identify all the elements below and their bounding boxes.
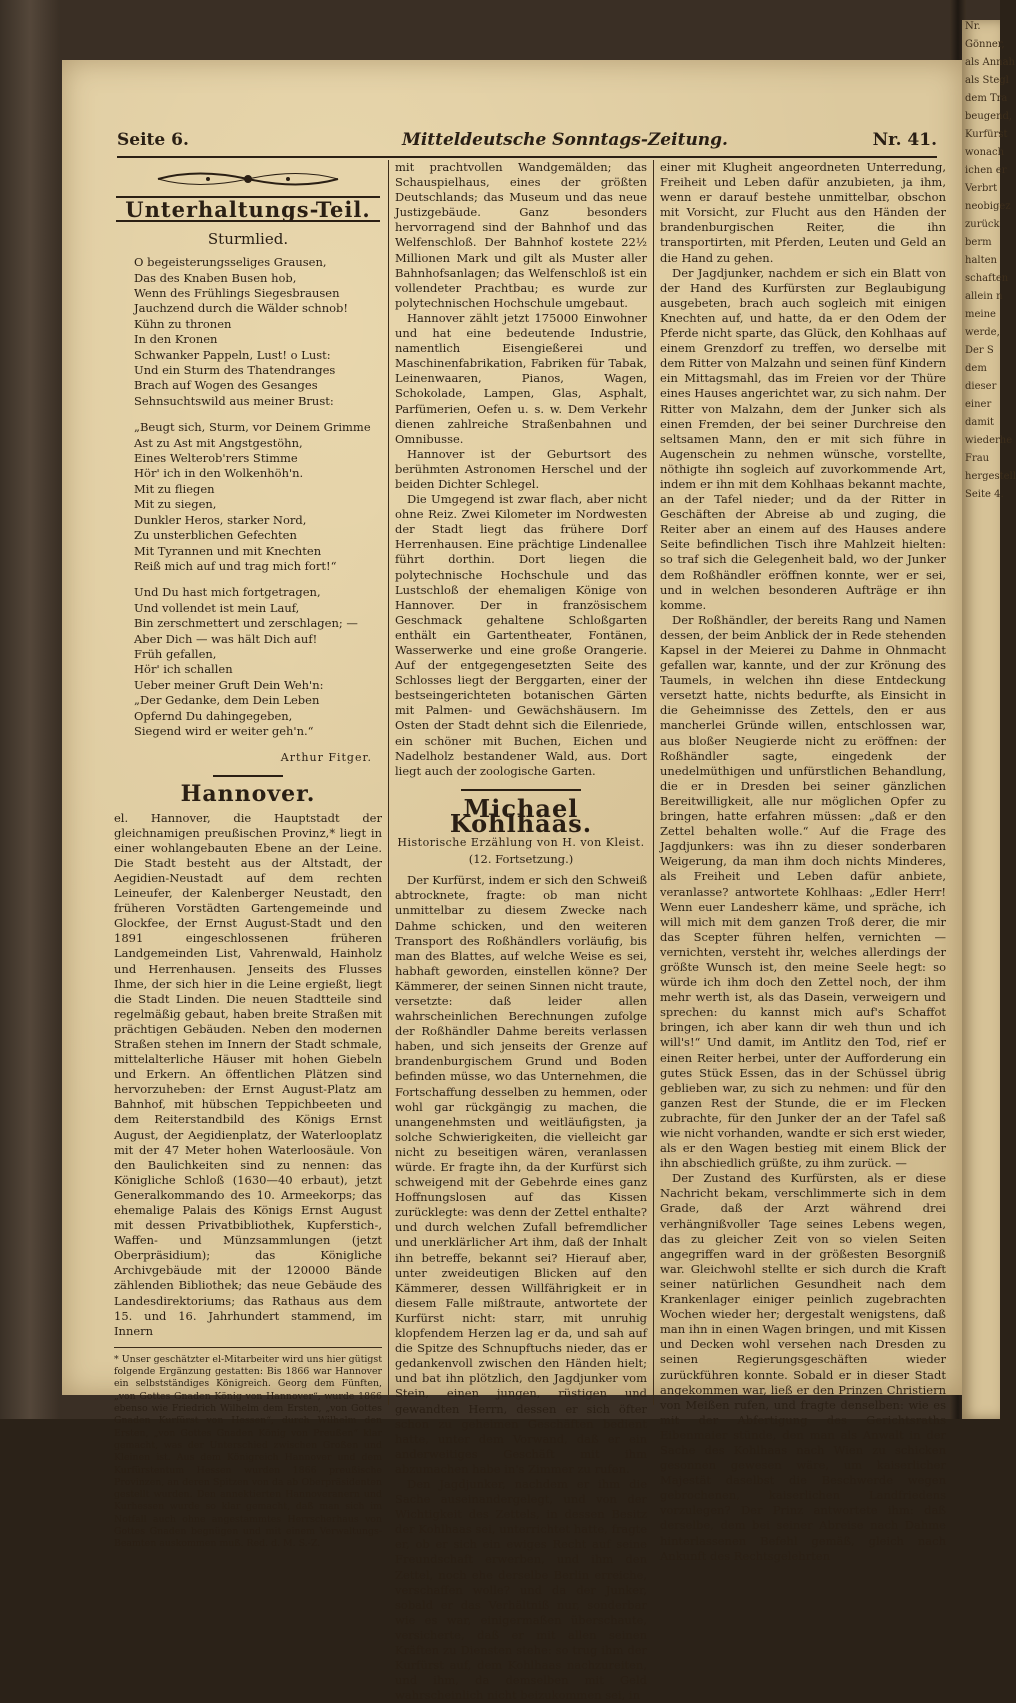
poem-line: Und vollendet ist mein Lauf, [134,600,300,615]
paragraph: mit prachtvollen Wandgemälden; das Schauspielhaus, eines der größten Deutschlands; das Museum und das neue Justizgebäude. Ganz besonders hervorragend sind der Bahnhof und das Welfenschloß. Der Bahnhof kostete 22½ Millionen Mark und gilt als Muster aller Bahnhofsanlagen; das Welfenschloß ist ein vollendeter Prachtbau; es wurde zur polytechnischen Hochschule umgebaut. [395,160,647,310]
paragraph: Die Umgegend ist zwar flach, aber nicht ohne Reiz. Zwei Kilometer im Nordwesten der Stadt liegt das frühere Dorf Herrenhausen. Eine prächtige Lindenallee führt dorthin. Dort liegen die polytechnische Hochschule und das Lustschloß der ehemaligen Könige von Hannover. Der in französischem Geschmack gehaltene Schloßgarten enthält ein Gartentheater, Fontänen, Wasserwerke und eine große Orangerie. Auf der entgegengesetzten Seite des Schlosses liegt der Berggarten, einer der bestseingerichteten botanischen Gärten mit Palmen- und Gewächshäusern. Im Osten der Stadt dehnt sich die Eilenriede, ein schöner mit Buchen, Eichen und Nadelholz bestandener Wald, aus. Dort liegt auch der zoologische Garten. [395,492,647,778]
poem-line: Hör' ich in den Wolkenhöh'n. [134,466,304,481]
paragraph: Der Zustand des Kurfürsten, als er diese Nachricht bekam, verschlimmerte sich in dem Grade, daß der Arzt während drei verhängnißvoller Tage seines Lebens wegen, das zu gleicher Zeit von so vielen Seiten angegriffen ward in der größesten Besorgniß war. Gleichwohl stellte er sich durch die Kraft seiner natürlichen Gesundheit nach dem Krankenlager einiger peinlich zugebrachten Wochen wieder her; dergestalt wenigstens, daß man ihn in einen Wagen bringen, und mit Kissen und Decken wohl versehen nach Dresden zu seinen Regierungsgeschäften wieder zurückführen konnte. Sobald er in dieser Stadt angekommen war, ließ er den Prinzen Christiern von Meißen rufen, und fragte denselben: wie es mit der Abfertigung des Gerichtsraths Eibenmaier stünde, den man als Anwalt in der Sache des Kohlhaas nach Wien zu schicken gesonnen gewesen wäre, um kaiserlicher Majestät daselbst die Beschwerde wegen gebrochenen, kaiserlichen Landfriedens vorzulegen? Der Prinz antwortete ihm: daß derselbe, dem bei seiner Abreise nach Dahme hinterlassenen Befehl gemäß, gleich nach Ankunft des Rechtsgelehrten [660,1171,946,1563]
adjacent-page-fragment: halten [965,255,997,266]
article-paragraph: el. Hannover, die Hauptstadt der gleichnamigen preußischen Provinz,* liegt in einer wohlangebauten Ebene an der Leine. Die Stadt besteht aus der Altstadt, der Aegidien-Neustadt auf dem rechten Leineufer, der Kalenberger Neustadt, den früheren Vorstädten Gartengemeinde und Glockfee, der Ernst August-Stadt und den 1891 eingeschlossenen früheren Landgemeinden List, Vahrenwald, Hainholz und Herrenhausen. Jenseits des Flusses Ihme, der sich hier in die Leine ergießt, liegt die Stadt Linden. Die neuen Stadtteile sind regelmäßig gebaut, haben breite Straßen mit prächtigen Gebäuden. Neben den modernen Straßen stehen im Innern der Stadt schmale, mittelalterliche Häuser mit hohen Giebeln und Erkern. An öffentlichen Plätzen sind hervorzuheben: der Ernst August-Platz am Bahnhof, mit hübschen Teppichbeeten und dem Reiterstandbild des Königs Ernst August, der Aegidienplatz, der Waterlooplatz mit der 47 Meter hohen Waterloosäule. Von den Baulichkeiten sind zu nennen: das Königliche Schloß (1630—40 erbaut), jetzt Generalkommando des 10. Armeekorps; das ehemalige Palais des Königs Ernst August mit dessen Privatbibliothek, Kupferstich-, Waffen- und Münzsammlungen (jetzt Oberpräsidium); das Königliche Archivgebäude mit der 120000 Bände zählenden Bibliothek; das neue Gebäude des Landesdirektoriums; das Rathaus aus dem 15. und 16. Jahrhundert stammend, im Innern [114,810,382,1338]
poem-author: Arthur Fitger. [280,751,372,765]
article-title: Hannover. [180,781,316,808]
adjacent-page-fragment: dieser [965,381,997,392]
adjacent-page-fragment: Gönner, [965,39,1005,50]
poem-line: Früh gefallen, [134,646,217,661]
poem-line: Sehnsuchtswild aus meiner Brust: [134,393,334,408]
poem-line: In den Kronen [134,332,218,347]
story-title: Michael Kohlhaas. [449,793,593,838]
adjacent-page-fragment: Nr. [965,21,981,32]
adjacent-page-fragment: ichen er [965,165,1007,176]
footnote: * Unser geschätzter el-Mitarbeiter wird uns hier gütigst folgende Ergänzung gestatten: Bis 1866 war Hannover ein selbstständiges Königreich. Georg dem Fünften, „von Gottes Gnaden König von Hannover“, wurde 1866 ebenso wie Friedrich Wilhelm dem Ersten, „von Gottes Gnaden Kurfürst von Hessen“, durch Wilhelm den Ersten, „von Gottes Gnaden König von Preußen“ klar gemacht, was der Unterschied zwischen Großen und Kleinen ist. Aus dem Königreich Hannover und dem Kurfürstentum Hessen wurden 1866 preußische Provinzen, an deren Spitzen von da ab Oberpräsidenten gestellt wurden. Den annektierten Hannoveranern und Kurhessen wurde so klar gemacht, daß man sich im Notfall auch ohne angestammtes Herrscherhaus von Gottes Gnaden begnügen und mit einem Verwaltungs-Beamten auskommen muß. Red. d. M. S.-Z. [114,1347,382,1551]
adjacent-page-fragment: hergestell [965,471,1016,482]
paragraph: Der Jagdjunker, nachdem er sich ein Blatt von der Hand des Kurfürsten zur Beglaubigung ausgebeten, brach auch sogleich mit einigen Knechten auf, und hatte, da er den Odem der Pferde nicht sparte, das Glück, den Kohlhaas auf einem Grenzdorf zu treffen, wo derselbe mit dem Ritter von Malzahn und seinen fünf Kindern ein Mittagsmahl, das im Freien vor der Thüre eines Hauses angerichtet war, zu sich nahm. Der Ritter von Malzahn, dem der Junker sich als einen Fremden, der bei seiner Durchreise den seltsamen Mann, den er mit sich führe in Augenschein zu nehmen wünsche, vorstellte, nöthigte ihn sogleich auf zuvorkommende Art, indem er ihn mit dem Kohlhaas bekannt machte, an der Tafel nieder; und da der Ritter in Geschäften der Abreise ab und zuging, die Reiter aber an einem auf des Hauses andere Seite befindlichen Tisch ihre Mahlzeit hielten: so traf sich die Gelegenheit bald, wo der Junker dem Roßhändler eröffnen konnte, wer er sei, und in welchen besonderen Aufträge er ihn komme. [660,265,946,612]
poem-line: Zu unsterblichen Gefechten [134,528,297,543]
poem-stanza [134,585,382,739]
paragraph: einer mit Klugheit angeordneten Unterredung, Freiheit und Leben dafür anzubieten, ja ihm, wenn er darauf bestehe unmittelbar, obschon mit Vorsicht, zur Flucht aus den Händen der brandenburgischen Reiter, die ihn transportirten, mit Pferden, Leuten und Geld an die Hand zu gehen. [660,160,946,265]
story-subtitle: Historische Erzählung von H. von Kleist. [397,836,645,850]
column-3 [660,160,946,1564]
paragraph: Hannover ist der Geburtsort des berühmten Astronomen Herschel und der beiden Dichter Schlegel. [395,446,647,491]
ornament-divider-icon [148,168,348,190]
article-continuation [395,160,647,779]
paragraph: Den Jagdjunker, nachdem er ihm die Sache auseinandergelegt, und von der Wichtigkeit des Zettels, in dessen Besitz der Kohlhaas sei, unterrichtet hatte, fragte er, ob er sich ein ewiges Recht auf seine Freundschaft erwerben, und ihm den Zettel, noch ehe derselbe Berlin erreiche, verschaffen wolle? und da der Junker, sobald er das Verhältniß nur, sonderbar wie es war, einigermaßen überschaute, versicherte, daß er mit allen seinen Kräften zu Diensten stehe: so trug ihm der Kurfürst auf, dem Kohlhaas nachzureiten, und ihm, da demselben mit Geld wahrscheinlich nicht beizukommen sei, in [395,1476,647,1703]
poem-line: Opfernd Du dahingegeben, [134,708,293,723]
poem-line: Siegend wird er weiter geh'n.“ [134,723,314,738]
adjacent-page-fragment: Seite 4. [965,489,1004,500]
poem-line: Eines Welterob'rers Stimme [134,451,298,466]
section-title: Unterhaltungs-Teil. [116,196,380,222]
newspaper-page [62,60,962,1703]
page-number: Seite 6. [117,130,189,150]
story-text-continued [660,160,946,1564]
poem-line: Mit zu fliegen [134,481,215,496]
adjacent-page-edge [962,20,1016,1419]
poem-line: Reiß mich auf und trag mich fort!“ [134,558,337,573]
poem-line: Brach auf Wogen des Gesanges [134,378,318,393]
adjacent-page-fragment: Kurfürst [965,129,1008,140]
poem-line: Und ein Sturm des Thatendranges [134,363,336,378]
adjacent-page-fragment: zurück [965,219,1000,230]
poem-line: „Der Gedanke, dem Dein Leben [134,693,320,708]
column-rule-2 [653,160,654,1405]
poem-line: Jauchzend durch die Wälder schnob! [134,301,349,316]
adjacent-page-fragment: werde, [965,327,1000,338]
column-2 [395,160,647,1703]
poem-line: Wenn des Frühlings Siegesbrausen [134,286,340,300]
adjacent-page-fragment: einer [965,399,992,410]
poem-line: „Beugt sich, Sturm, vor Deinem Grimme [134,420,371,435]
poem-line: Aber Dich — was hält Dich auf! [134,631,318,646]
adjacent-page-fragment: als Annah [965,57,1015,68]
issue-number: Nr. 41. [872,130,937,150]
paragraph: Hannover zählt jetzt 175000 Einwohner und hat eine bedeutende Industrie, namentlich Eisengießerei und Maschinenfabrikation, Fabriken für Tabak, Leinenwaaren, Pianos, Wagen, Schokolade, Lampen, Glas, Asphalt, Parfümerien, Oefen u. s. w. Dem Verkehr dienen zahlreiche Straßenbahnen und Omnibusse. [395,310,647,446]
running-head [117,130,937,158]
divider [461,789,581,791]
adjacent-page-fragment: allein n [965,291,1003,302]
adjacent-page-fragment: Der S [965,345,994,356]
adjacent-page-fragment: berm [965,237,992,248]
story-text [395,873,647,1703]
adjacent-page-fragment: Frau [965,453,990,464]
adjacent-page-fragment: dem Tra [965,93,1008,104]
adjacent-page-fragment: wonach [965,147,1005,158]
column-1 [114,160,382,1551]
poem-title: Sturmlied. [207,230,289,249]
poem [134,255,382,739]
adjacent-page-fragment: neobigez [965,201,1011,212]
poem-line: Dunkler Heros, starker Nord, [134,512,307,527]
newspaper-title: Mitteldeutsche Sonntags-Zeitung. [402,130,728,150]
adjacent-page-fragment: als Stegl [965,75,1009,86]
paragraph: Der Kurfürst, indem er sich den Schweiß abtrocknete, fragte: ob man nicht unmittelbar zu diesem Zwecke nach Dahme schicken, und den weiteren Transport des Roßhändlers vorläufig, bis man des Blattes, auf welche Weise es sei, habhaft geworden, einstellen könne? Der Kämmerer, der seinen Sinnen nicht traute, versetzte: daß leider allen wahrscheinlichen Berechnungen zufolge der Roßhändler Dahme bereits verlassen haben, und sich jenseits der Grenze auf brandenburgischem Grund und Boden befinden müsse, wo das Unternehmen, die Fortschaffung desselben zu hemmen, oder wohl gar rückgängig zu machen, die unangenehmsten und weitläufigsten, ja solche Schwierigkeiten, die vielleicht gar nicht zu beseitigen wären, veranlassen würde. Er fragte ihn, da der Kurfürst sich schweigend mit der Gebehrde eines ganz Hoffnungslosen auf das Kissen zurücklegte: was denn der Zettel enthalte? und durch welchen Zufall befremdlicher und unerklärlicher Art ihm, daß der Inhalt ihn betreffe, bekannt sei? Hierauf aber, unter zweideutigen Blicken auf den Kämmerer, dessen Willfährigkeit er in diesem Falle mißtraute, antwortete der Kurfürst nicht: starr, mit unruhig klopfendem Herzen lag er da, und sah auf die Spitze des Schnupftuchs nieder, das er gedankenvoll zwischen den Händen hielt; und bat ihn plötzlich, den Jagdjunker vom Stein, einen jungen, rüstigen und gewandten Herrn, dessen er sich öfter schon zu geheimen Geschäften bedient hatte, unter dem Vorwand, daß er ein anderweitiges Geschäft mit ihm abzumachen habe in's Zimmer zu rufen. [395,873,647,1476]
poem-line: Kühn zu thronen [134,316,232,331]
poem-line: Das des Knaben Busen hob, [134,270,297,285]
poem-line: Hör' ich schallen [134,662,233,677]
adjacent-page-fragment: wiederhe [965,435,1013,446]
poem-stanza [134,255,382,409]
poem-line: Ast zu Ast mit Angstgestöhn, [134,435,303,450]
poem-line: Bin zerschmettert und zerschlagen; — [134,616,358,631]
poem-line: Mit Tyrannen und mit Knechten [134,543,322,558]
poem-line: Schwanker Pappeln, Lust! o Lust: [134,347,331,362]
paragraph: Der Roßhändler, der bereits Rang und Namen dessen, der beim Anblick der in Rede stehenden Kapsel in der Meierei zu Dahme in Ohnmacht gefallen war, kannte, und der zur Krönung des Taumels, in welchen ihn diese Entdeckung versetzt hatte, nichts bedurfte, als Einsicht in die Geheimnisse des Zettels, den er aus mancherlei Gründe willen, entschlossen war, aus bloßer Neugierde nicht zu eröffnen: der Roßhändler sagte, eingedenk der unedelmüthigen und unfürstlichen Behandlung, die er in Dresden bei seiner gänzlichen Bereitwilligkeit, alle nur möglichen Opfer zu bringen, hatte erfahren müssen: „daß er den Zettel behalten wolle.“ Auf die Frage des Jagdjunkers: was ihn zu dieser sonderbaren Weigerung, da man ihm doch nichts Minderes, als Freiheit und Leben dafür anbiete, veranlasse? antwortete Kohlhaas: „Edler Herr! Wenn euer Landesherr käme, und spräche, ich will mich mit dem ganzen Troß derer, die mir das Scepter führen helfen, vernichten — vernichten, versteht ihr, welches allerdings der größte Wunsch ist, den meine Seele hegt: so würde ich ihm doch den Zettel noch, der ihm mehr werth ist, als das Dasein, verweigern und sprechen: du kannst mich auf's Schaffot bringen, ich aber kann dir weh thun und ich will's!“ Und damit, im Antlitz den Tod, rief er einen Reiter herbei, unter der Aufforderung ein gutes Stück Essen, das in der Schüssel übrig geblieben war, zu sich zu nehmen: und für den ganzen Rest der Stunde, die er im Flecken zubrachte, für den Junker der an der Tafel saß wie nicht vorhanden, wandte er sich erst wieder, als er den Wagen bestieg mit einem Blick der ihn abschiedlich grüßte, zu ihm zurück. — [660,612,946,1171]
adjacent-page-fragment: damit [965,417,995,428]
adjacent-page-fragment: meine [965,309,996,320]
poem-line: Und Du hast mich fortgetragen, [134,585,321,600]
poem-line: Mit zu siegen, [134,497,217,512]
poem-stanza [134,420,382,574]
adjacent-page-fragment: schaften [965,273,1009,284]
adjacent-page-fragment: dem [965,363,987,374]
column-rule-1 [388,160,389,1405]
story-installment: (12. Fortsetzung.) [468,852,574,867]
poem-line: O begeisterungsseliges Grausen, [134,255,327,270]
adjacent-page-fragment: Verbrt [965,183,998,194]
divider [213,775,283,777]
adjacent-page-fragment: beugend, [965,111,1013,122]
poem-line: Ueber meiner Gruft Dein Weh'n: [134,677,324,692]
